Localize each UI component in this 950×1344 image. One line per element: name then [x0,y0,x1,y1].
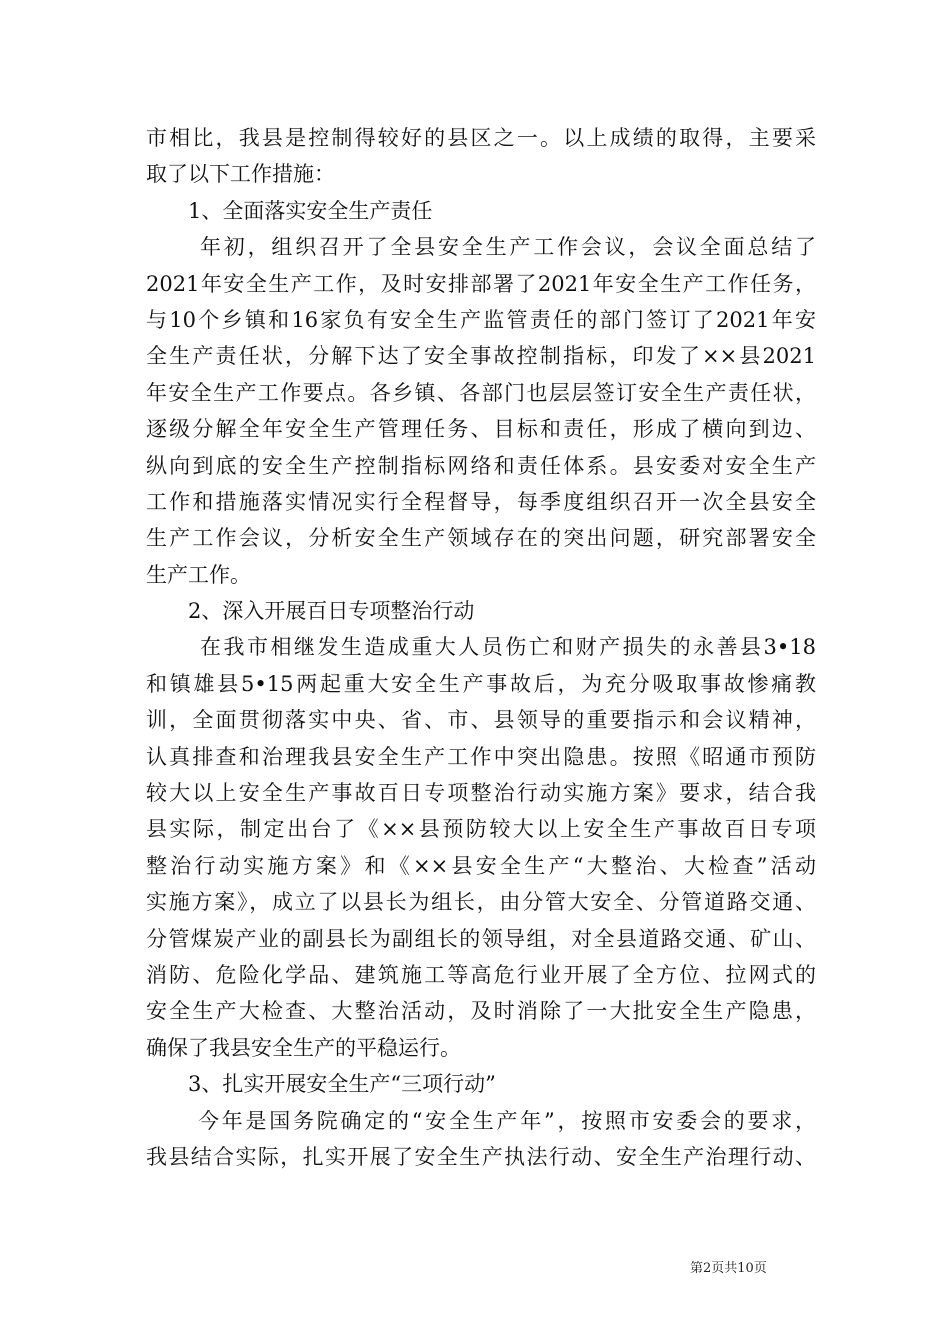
text-line: 逐级分解全年安全生产管理任务、目标和责任，形成了横向到边、 [146,417,816,442]
text-line: 认真排查和治理我县安全生产工作中突出隐患。按照《昭通市预防 [146,744,816,769]
text-line: 纵向到底的安全生产控制指标网络和责任体系。县安委对安全生产 [146,453,816,478]
section-heading: 1、全面落实安全生产责任 [188,198,433,223]
text-line: 消防、危险化学品、建筑施工等高危行业开展了全方位、拉网式的 [146,962,816,987]
text-line: 实施方案》，成立了以县长为组长，由分管大安全、分管道路交通、 [146,890,816,915]
text-line: 确保了我县安全生产的平稳运行。 [146,1035,461,1060]
text-line: 整治行动实施方案》和《××县安全生产“大整治、大检查”活动 [146,853,816,878]
text-line: 较大以上安全生产事故百日专项整治行动实施方案》要求，结合我 [146,781,816,806]
section-heading: 2、深入开展百日专项整治行动 [188,599,475,624]
document-body [146,120,816,1175]
section-heading: 3、扎实开展安全生产“三项行动” [188,1072,496,1097]
text-line: 生产工作。 [146,562,251,587]
text-line: 市相比，我县是控制得较好的县区之一。以上成绩的取得，主要采 [146,126,816,150]
text-line: 安全生产大检查、大整治活动，及时消除了一大批安全生产隐患， [146,999,816,1024]
page-number: 第2页共10页 [690,1261,767,1276]
paragraph-first-line: 年初，组织召开了全县安全生产工作会议，会议全面总结了 [200,235,816,260]
text-line: 我县结合实际，扎实开展了安全生产执法行动、安全生产治理行动、 [146,1144,816,1169]
text-line: 2021年安全生产工作，及时安排部署了2021年安全生产工作任务， [146,271,816,296]
text-line: 和镇雄县5•15两起重大安全生产事故后，为充分吸取事故惨痛教 [146,671,816,696]
text-line: 与10个乡镇和16家负有安全生产监管责任的部门签订了2021年安 [146,307,816,332]
paragraph-first-line: 今年是国务院确定的“安全生产年”，按照市安委会的要求， [198,1108,816,1133]
text-line: 工作和措施落实情况实行全程督导，每季度组织召开一次全县安全 [146,489,816,514]
text-line: 分管煤炭产业的副县长为副组长的领导组，对全县道路交通、矿山、 [146,926,816,951]
text-line: 年安全生产工作要点。各乡镇、各部门也层层签订安全生产责任状， [146,380,816,405]
text-line: 生产工作会议，分析安全生产领域存在的突出问题，研究部署安全 [146,526,816,551]
text-line: 县实际，制定出台了《××县预防较大以上安全生产事故百日专项 [146,817,816,842]
text-line: 取了以下工作措施： [146,162,335,187]
paragraph-first-line: 在我市相继发生造成重大人员伤亡和财产损失的永善县3•18 [200,635,816,660]
text-line: 训，全面贯彻落实中央、省、市、县领导的重要指示和会议精神， [146,708,816,733]
text-line: 全生产责任状，分解下达了安全事故控制指标，印发了××县2021 [146,344,816,369]
